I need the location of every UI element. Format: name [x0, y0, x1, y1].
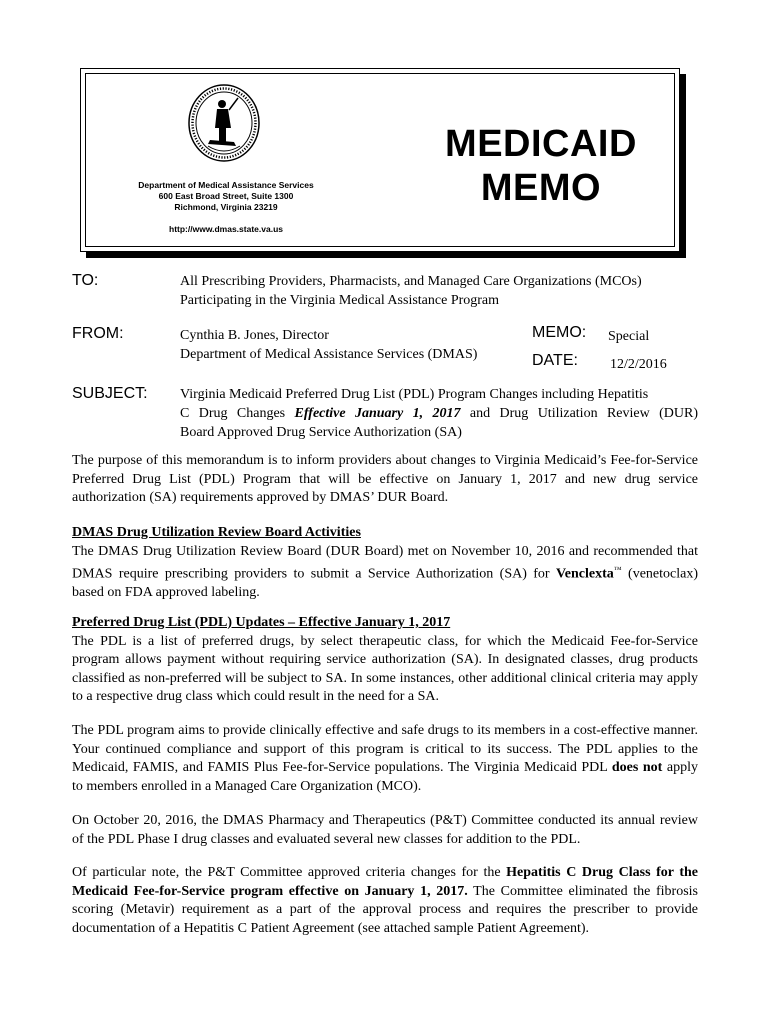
- hepc-text-a: Of particular note, the P&T Committee approved criteria changes for the: [72, 865, 507, 880]
- dur-text-a: The DMAS Drug Utilization Review Board (DUR Board) met on November 10, 2016 and recommended that DMAS require prescribing providers to submit a Service Authorization (SA) for: [72, 543, 698, 582]
- dur-text-b: (venetoclax) based on FDA approved labeling.: [72, 566, 698, 601]
- subject-value: [180, 385, 698, 442]
- department-name: Department of Medical Assistance Services: [138, 180, 314, 190]
- pdl-section: [72, 614, 698, 707]
- from-value: [180, 326, 520, 364]
- department-address-line2: Richmond, Virginia 23219: [174, 202, 278, 212]
- subject-line2-b: and Drug Utilization Review (DUR): [460, 406, 699, 421]
- from-line1: Cynthia B. Jones, Director: [180, 328, 329, 343]
- aims-paragraph: [72, 722, 698, 796]
- hepc-paragraph: [72, 864, 698, 938]
- subject-effective-date: Effective January 1, 2017: [294, 406, 461, 421]
- memo-type-label: MEMO:: [532, 324, 587, 341]
- date-label: DATE:: [532, 352, 578, 369]
- subject-line2: [180, 404, 698, 423]
- date-value: 12/2/2016: [610, 357, 667, 372]
- subject-line1: Virginia Medicaid Preferred Drug List (PDL) Program Changes including Hepatitis: [180, 387, 649, 402]
- hepc-bold: Hepatitis C Drug Class for the Medicaid Fee-for-Service program effective on January 1, 2017.: [72, 865, 699, 899]
- aims-text-b: apply to members enrolled in a Managed Care Organization (MCO).: [72, 760, 699, 794]
- department-url: http://www.dmas.state.va.us: [169, 224, 283, 234]
- from-line2: Department of Medical Assistance Services (DMAS): [180, 347, 478, 362]
- pdl-text: The PDL is a list of preferred drugs, by select therapeutic class, for which the Medicaid Fee-for-Service program allows payment without requiring service authorization (SA). In designated classes, drug products classified as non-preferred will be subject to SA. In some instances, other additional clinical criteria may apply to a respective drug class which could result in the need for a SA.: [72, 633, 698, 704]
- virginia-seal-icon: [186, 82, 262, 164]
- subject-line3: Board Approved Drug Service Authorization (SA): [180, 425, 462, 440]
- memo-title-line1: MEDICAID: [445, 123, 637, 165]
- subject-line2-a: C Drug Changes: [180, 406, 295, 421]
- subject-label: SUBJECT:: [72, 385, 148, 402]
- trademark-mark: ™: [613, 565, 622, 574]
- hepc-text-b: The Committee eliminated the fibrosis scoring (Metavir) requirement as a part of the approval process and requires the prescriber to provide documentation of a Hepatitis C Patient Agreement (see attached sample Patient Agreement).: [72, 883, 698, 936]
- memo-type-value: Special: [608, 329, 650, 344]
- memo-header-inner: [85, 73, 675, 247]
- pt-paragraph: On October 20, 2016, the DMAS Pharmacy and Therapeutics (P&T) Committee conducted its annual review of the PDL Phase I drug classes and evaluated several new classes for addition to the PDL.: [72, 813, 698, 847]
- aims-bold: does not: [611, 760, 663, 775]
- dur-section: [72, 524, 698, 603]
- drug-name: Venclexta: [555, 566, 614, 582]
- to-value: [180, 272, 700, 310]
- to-line2: Participating in the Virginia Medical Assistance Program: [180, 293, 500, 308]
- memo-header: [80, 68, 680, 252]
- pdl-heading: Preferred Drug List (PDL) Updates – Effective January 1, 2017: [72, 615, 451, 630]
- memo-title-line2: MEMO: [480, 167, 602, 209]
- intro-paragraph: The purpose of this memorandum is to inform providers about changes to Virginia Medicaid’s Fee-for-Service Preferred Drug List (PDL) Program that will be effective on January 1, 2017 and new drug service authorization (SA) requirements approved by DMAS’ DUR Board.: [72, 453, 698, 505]
- department-address-line1: 600 East Broad Street, Suite 1300: [158, 191, 294, 201]
- to-label: TO:: [72, 272, 99, 289]
- memo-title: [426, 122, 656, 210]
- dur-heading: DMAS Drug Utilization Review Board Activities: [72, 525, 361, 540]
- aims-text-a: The PDL program aims to provide clinically effective and safe drugs to its members in a cost-effective manner. Your continued compliance and support of this program is critical to its success. The PDL applies to the Medicaid, FAMIS, and FAMIS Plus Fee-for-Service populations. The Virginia Medicaid PDL: [72, 723, 698, 775]
- from-label: FROM:: [72, 325, 124, 342]
- to-line1: All Prescribing Providers, Pharmacists, and Managed Care Organizations (MCOs): [180, 274, 642, 289]
